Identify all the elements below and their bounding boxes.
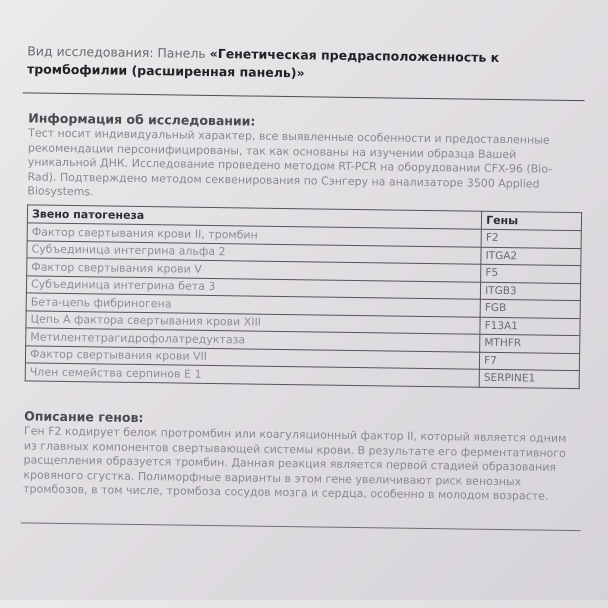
genes-table <box>25 204 582 388</box>
study-type-title: «Генетическая предрасположенность к тромбофилии (расширенная панель)» <box>26 45 500 81</box>
pathogenesis-cell: Фактор свертывания крови VII <box>25 345 479 369</box>
info-text: Тест носит индивидуальный характер, все выявленные особенности и предоставленные рекомендации персонифицированы, так как основаны на изучении образца Вашей уникальной ДНК. Исследование проведено методом RT-PCR на оборудовании CFX-96 (Bio-Rad). Подтверждено методом секвенирования по Сэнгеру на анализаторе 3500 Applied Biosystems. <box>27 126 553 199</box>
pathogenesis-cell: Член семейства серпинов Е 1 <box>25 363 479 387</box>
pathogenesis-cell: Субъединица интегрина альфа 2 <box>27 240 481 264</box>
gene-cell: ITGA2 <box>481 247 581 266</box>
study-type-label: Вид исследования: Панель <box>27 43 210 61</box>
column-header-genes: Гены <box>481 211 581 230</box>
pathogenesis-cell: Бета-цепь фибриногена <box>26 293 480 317</box>
header-divider <box>23 92 585 101</box>
genes-desc-text: Ген F2 кодирует белок протромбин или коагуляционный фактор II, который является одним из главных компонентов свертывающей системы крови. В результате его ферментативного расщепления образуется тромбин. Данная реакция является первой стадией образования кровяного сгустка. Полиморфные варианты в этом гене увеличивают риск венозных тромбозов, в том числе, тромбоза сосудов мозга и сердца, особенно в молодом возрасте. <box>23 424 567 503</box>
gene-cell: F7 <box>480 352 580 371</box>
genes-desc-heading: Описание генов: <box>24 408 144 426</box>
gene-cell: MTHFR <box>480 334 580 353</box>
pathogenesis-cell: Субъединица интегрина бета 3 <box>26 275 480 299</box>
gene-cell: F2 <box>481 229 581 248</box>
pathogenesis-cell: Цепь А фактора свертывания крови XIII <box>26 310 480 334</box>
gene-cell: FGB <box>480 299 580 318</box>
gene-cell: ITGB3 <box>481 282 581 301</box>
pathogenesis-cell: Метилентетрагидрофолатредуктаза <box>26 328 480 352</box>
pathogenesis-cell: Фактор свертывания крови II, тромбин <box>27 223 481 247</box>
column-header-pathogenesis: Звено патогенеза <box>27 205 481 229</box>
gene-cell: F13A1 <box>480 317 580 336</box>
info-heading: Информация об исследовании: <box>28 110 256 129</box>
study-type <box>27 42 587 86</box>
gene-cell: SERPINE1 <box>479 369 579 388</box>
footer-divider <box>21 522 581 531</box>
pathogenesis-cell: Фактор свертывания крови V <box>27 258 481 282</box>
gene-cell: F5 <box>481 264 581 283</box>
